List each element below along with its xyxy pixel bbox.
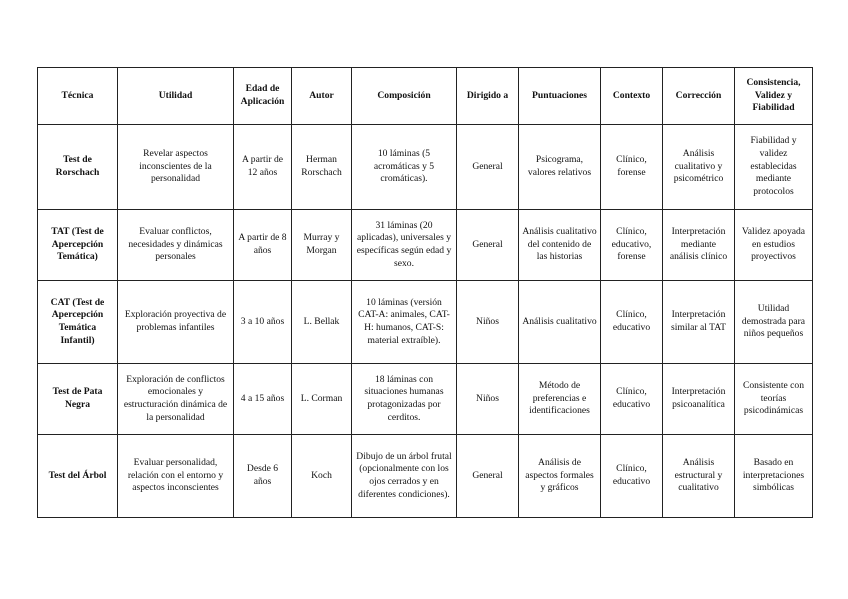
cell-tecnica: Test del Árbol	[38, 435, 118, 518]
table-row	[38, 210, 813, 281]
cell-puntuaciones: Análisis de aspectos formales y gráficos	[519, 435, 601, 518]
cell-tecnica: CAT (Test de Apercepción Temática Infantil)	[38, 281, 118, 364]
cell-tecnica: TAT (Test de Apercepción Temática)	[38, 210, 118, 281]
cell-correccion: Interpretación psicoanalítica	[663, 364, 735, 435]
cell-correccion: Interpretación mediante análisis clínico	[663, 210, 735, 281]
cell-consistencia: Basado en interpretaciones simbólicas	[735, 435, 813, 518]
col-header-correccion: Corrección	[663, 68, 735, 125]
cell-utilidad: Evaluar conflictos, necesidades y dinámicas personales	[118, 210, 234, 281]
cell-consistencia: Fiabilidad y validez establecidas mediante protocolos	[735, 125, 813, 210]
cell-autor: L. Bellak	[292, 281, 352, 364]
table-row	[38, 364, 813, 435]
cell-tecnica: Test de Rorschach	[38, 125, 118, 210]
cell-dirigido: General	[457, 210, 519, 281]
cell-utilidad: Exploración de conflictos emocionales y estructuración dinámica de la personalidad	[118, 364, 234, 435]
cell-tecnica: Test de Pata Negra	[38, 364, 118, 435]
header-row	[38, 68, 813, 125]
col-header-utilidad: Utilidad	[118, 68, 234, 125]
cell-composicion: Dibujo de un árbol frutal (opcionalmente con los ojos cerrados y en diferentes condiciones).	[352, 435, 457, 518]
table-row	[38, 435, 813, 518]
cell-puntuaciones: Psicograma, valores relativos	[519, 125, 601, 210]
cell-composicion: 10 láminas (versión CAT-A: animales, CAT-H: humanos, CAT-S: material extraíble).	[352, 281, 457, 364]
cell-dirigido: General	[457, 435, 519, 518]
cell-dirigido: Niños	[457, 364, 519, 435]
cell-autor: Koch	[292, 435, 352, 518]
cell-contexto: Clínico, educativo	[601, 281, 663, 364]
col-header-composicion: Composición	[352, 68, 457, 125]
cell-consistencia: Utilidad demostrada para niños pequeños	[735, 281, 813, 364]
cell-edad: A partir de 12 años	[234, 125, 292, 210]
cell-utilidad: Exploración proyectiva de problemas infantiles	[118, 281, 234, 364]
cell-autor: L. Corman	[292, 364, 352, 435]
cell-dirigido: Niños	[457, 281, 519, 364]
cell-edad: Desde 6 años	[234, 435, 292, 518]
cell-utilidad: Revelar aspectos inconscientes de la personalidad	[118, 125, 234, 210]
cell-consistencia: Validez apoyada en estudios proyectivos	[735, 210, 813, 281]
cell-composicion: 10 láminas (5 acromáticas y 5 cromáticas).	[352, 125, 457, 210]
table-row	[38, 281, 813, 364]
col-header-dirigido: Dirigido a	[457, 68, 519, 125]
col-header-edad: Edad de Aplicación	[234, 68, 292, 125]
cell-puntuaciones: Análisis cualitativo del contenido de las historias	[519, 210, 601, 281]
col-header-contexto: Contexto	[601, 68, 663, 125]
cell-contexto: Clínico, educativo	[601, 435, 663, 518]
cell-composicion: 31 láminas (20 aplicadas), universales y específicas según edad y sexo.	[352, 210, 457, 281]
cell-correccion: Análisis cualitativo y psicométrico	[663, 125, 735, 210]
table-row	[38, 125, 813, 210]
col-header-tecnica: Técnica	[38, 68, 118, 125]
cell-edad: 4 a 15 años	[234, 364, 292, 435]
cell-puntuaciones: Análisis cualitativo	[519, 281, 601, 364]
col-header-autor: Autor	[292, 68, 352, 125]
cell-contexto: Clínico, educativo, forense	[601, 210, 663, 281]
cell-correccion: Interpretación similar al TAT	[663, 281, 735, 364]
cell-edad: 3 a 10 años	[234, 281, 292, 364]
col-header-consistencia: Consistencia, Validez y Fiabilidad	[735, 68, 813, 125]
cell-edad: A partir de 8 años	[234, 210, 292, 281]
col-header-puntuaciones: Puntuaciones	[519, 68, 601, 125]
cell-composicion: 18 láminas con situaciones humanas protagonizadas por cerditos.	[352, 364, 457, 435]
techniques-table	[37, 67, 813, 518]
cell-consistencia: Consistente con teorías psicodinámicas	[735, 364, 813, 435]
cell-utilidad: Evaluar personalidad, relación con el entorno y aspectos inconscientes	[118, 435, 234, 518]
cell-autor: Herman Rorschach	[292, 125, 352, 210]
cell-correccion: Análisis estructural y cualitativo	[663, 435, 735, 518]
cell-contexto: Clínico, forense	[601, 125, 663, 210]
cell-dirigido: General	[457, 125, 519, 210]
cell-contexto: Clínico, educativo	[601, 364, 663, 435]
cell-autor: Murray y Morgan	[292, 210, 352, 281]
cell-puntuaciones: Método de preferencias e identificaciones	[519, 364, 601, 435]
